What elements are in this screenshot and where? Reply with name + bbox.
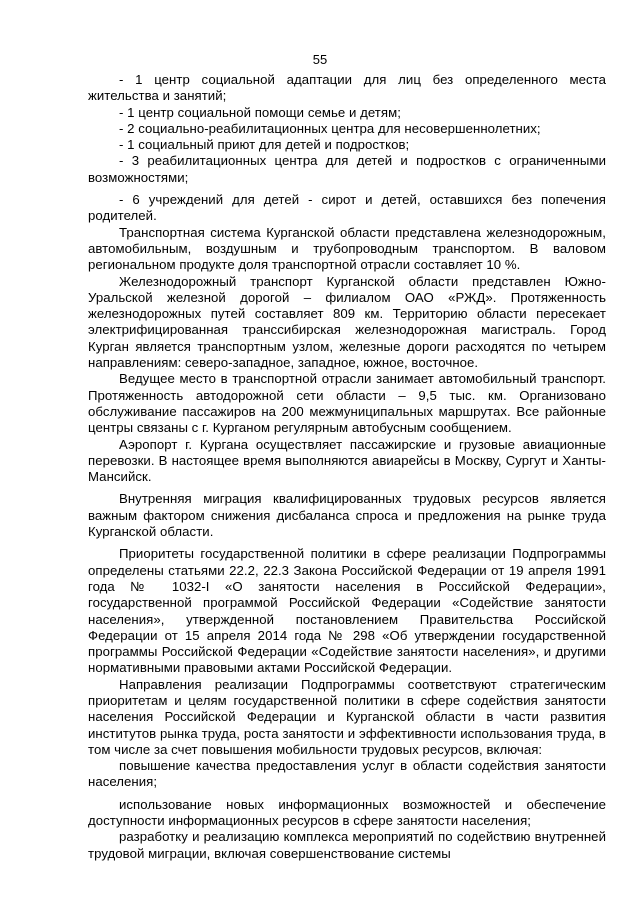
paragraph: Транспортная система Курганской области представлена железнодорожным, автомобильным, воздушным и трубопроводным транспортом. В валовом региональном продукте доля транспортной отрасли составляет 10 %.	[88, 224, 606, 273]
list-item: - 1 центр социальной помощи семье и детям;	[119, 104, 401, 120]
paragraph: Железнодорожный транспорт Курганской области представлен Южно-Уральской железной дорогой – филиалом ОАО «РЖД». Протяженность железнодорожных путей составляет 809 км. Территорию области пересекает электрифицированная транссибирская железнодорожная магистраль. Город Курган является транспортным узлом, железные дороги расходятся по четырем направлениям: северо-западное, западное, южное, восточное.	[88, 273, 606, 371]
paragraph: Направления реализации Подпрограммы соответствуют стратегическим приоритетам и целям государственной политики в сфере содействия занятости населения Российской Федерации и Курганской области в части развития институтов рынка труда, роста занятости и эффективности использования труда, в том числе за счет повышения мобильности трудовых ресурсов, включая:	[88, 676, 606, 757]
list-item: - 3 реабилитационных центра для детей и подростков с ограниченными возможностями;	[88, 153, 606, 185]
list-item: - 1 социальный приют для детей и подростков;	[119, 137, 410, 153]
paragraph: разработку и реализацию комплекса мероприятий по содействию внутренней трудовой миграции, включая совершенствование системы	[88, 829, 606, 861]
paragraph: повышение качества предоставления услуг в области содействия занятости населения;	[88, 758, 606, 790]
paragraph: Внутренняя миграция квалифицированных трудовых ресурсов является важным фактором снижения дисбаланса спроса и предложения на рынке труда Курганской области.	[88, 491, 606, 540]
document-body	[88, 72, 606, 862]
paragraph: Аэропорт г. Кургана осуществляет пассажирские и грузовые авиационные перевозки. В настоящее время выполняются авиарейсы в Москву, Сургут и Ханты-Мансийск.	[88, 436, 606, 485]
list-item: - 6 учреждений для детей - сирот и детей, оставшихся без попечения родителей.	[88, 192, 606, 224]
paragraph: Ведущее место в транспортной отрасли занимает автомобильный транспорт. Протяженность автодорожной сети области – 9,5 тыс. км. Организовано обслуживание пассажиров на 200 межмуниципальных маршрутах. Все районные центры связаны с г. Курганом регулярным автобусным сообщением.	[88, 371, 606, 436]
list-item: - 2 социально-реабилитационных центра для несовершеннолетних;	[119, 120, 541, 136]
paragraph: использование новых информационных возможностей и обеспечение доступности информационных ресурсов в сфере занятости населения;	[88, 796, 606, 829]
paragraph: Приоритеты государственной политики в сфере реализации Подпрограммы определены статьями 22.2, 22.3 Закона Российской Федерации от 19 апреля 1991 года № 1032-I «О занятости населения в Российской Федерации», государственной программой Российской Федерации «Содействие занятости населения», утвержденной постановлением Правительства Российской Федерации от 15 апреля 2014 года № 298 «Об утверждении государственной программы Российской Федерации «Содействие занятости населения», и другими нормативными правовыми актами Российской Федерации.	[88, 546, 606, 676]
page-number: 55	[312, 52, 328, 67]
list-item: - 1 центр социальной адаптации для лиц без определенного места жительства и занятий;	[88, 72, 606, 104]
